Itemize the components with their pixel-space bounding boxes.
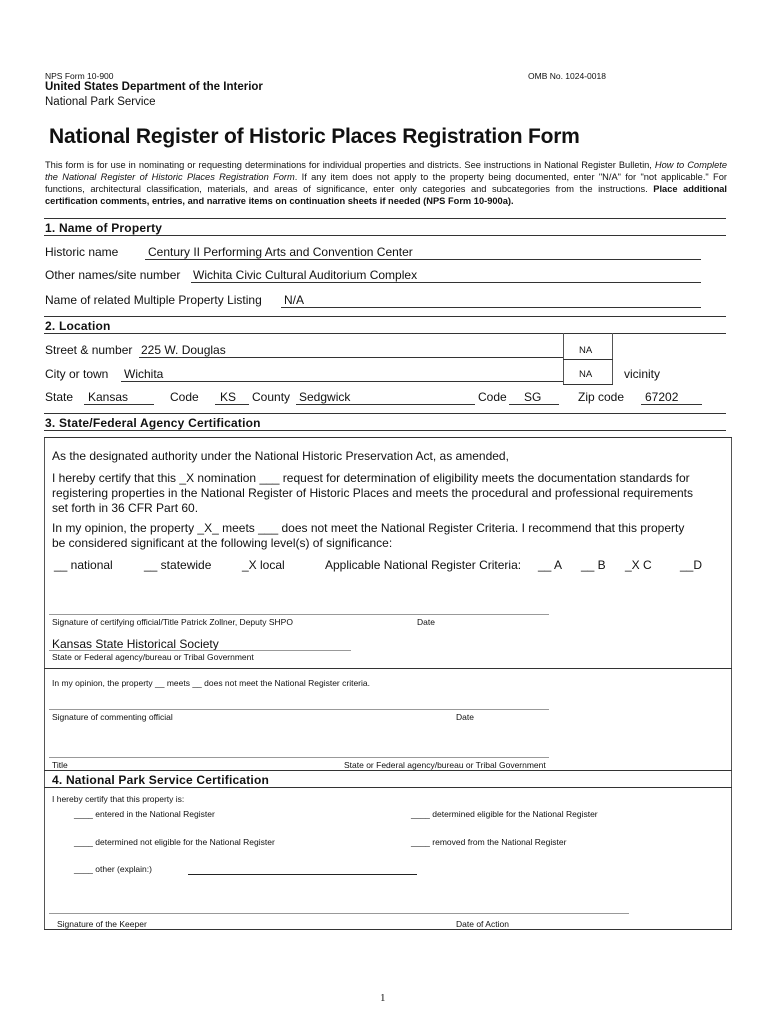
sig-certifying-label: Signature of certifying official/Title Patrick Zollner, Deputy SHPO — [52, 617, 293, 627]
opinion-line-2: be considered significant at the following level(s) of significance: — [52, 536, 393, 550]
street-na: NA — [579, 345, 593, 356]
county-label: County — [252, 390, 291, 404]
level-local[interactable]: _X local — [242, 558, 285, 572]
commenting-opinion: In my opinion, the property __ meets __ does not meet the National Register criteria. — [52, 678, 370, 688]
section2-heading-rule — [44, 333, 726, 334]
form-number: NPS Form 10-900 — [45, 71, 114, 81]
street-field[interactable]: 225 W. Douglas — [139, 343, 563, 358]
level-statewide[interactable]: __ statewide — [144, 558, 212, 572]
state-code-label: Code — [170, 390, 199, 404]
criteria-b[interactable]: __ B — [581, 558, 606, 572]
criteria-d[interactable]: __D — [680, 558, 703, 572]
county-field[interactable]: Sedgwick — [296, 390, 475, 405]
opinion-line-1: In my opinion, the property _X_ meets ___ does not meet the National Register Criteria. I recommend that this property — [52, 521, 685, 535]
mpl-field[interactable]: N/A — [281, 293, 701, 308]
sig-date-label: Date — [417, 617, 435, 627]
commenting-sig-line — [49, 709, 549, 710]
authority-statement: As the designated authority under the National Historic Preservation Act, as amended, — [52, 449, 509, 463]
keeper-sig-label: Signature of the Keeper — [57, 919, 147, 929]
service: National Park Service — [45, 96, 156, 108]
section4-heading: 4. National Park Service Certification — [52, 773, 270, 787]
page-title: National Register of Historic Places Registration Form — [49, 125, 580, 148]
criteria-a[interactable]: __ A — [538, 558, 563, 572]
street-label: Street & number — [45, 343, 133, 357]
other-explain-line[interactable] — [188, 874, 417, 875]
agency-value[interactable]: Kansas State Historical Society — [52, 637, 219, 651]
agency-label: State or Federal agency/bureau or Tribal Government — [52, 652, 254, 662]
historic-name-field[interactable]: Century II Performing Arts and Convention Center — [145, 245, 701, 260]
section2-heading: 2. Location — [45, 319, 111, 333]
omb-number: OMB No. 1024-0018 — [528, 71, 606, 81]
zip-label: Zip code — [578, 390, 625, 404]
certify-line-1: I hereby certify that this _X nomination ___ request for determination of eligibility meets the documentation standards for — [52, 471, 690, 485]
nps-other[interactable]: ____ other (explain:) — [74, 864, 152, 874]
cert-box-top — [44, 437, 732, 438]
vicinity-label: vicinity — [624, 367, 661, 381]
section3-heading: 3. State/Federal Agency Certification — [45, 416, 261, 430]
other-names-label: Other names/site number — [45, 268, 181, 282]
section4-top-rule — [44, 770, 732, 771]
city-na: NA — [579, 369, 593, 380]
mpl-label: Name of related Multiple Property Listing — [45, 293, 262, 307]
other-names-field[interactable]: Wichita Civic Cultural Auditorium Complex — [191, 268, 701, 283]
page-number: 1 — [380, 992, 386, 1004]
section3-top-rule — [44, 413, 726, 414]
state-label: State — [45, 390, 74, 404]
commenting-sig-label: Signature of commenting official — [52, 712, 173, 722]
level-national[interactable]: __ national — [54, 558, 113, 572]
na-box-divider — [563, 359, 613, 360]
county-code-label: Code — [478, 390, 507, 404]
zip-field[interactable]: 67202 — [641, 390, 702, 405]
title-label: Title — [52, 760, 68, 770]
nps-intro: I hereby certify that this property is: — [52, 794, 185, 804]
agency-line — [49, 650, 351, 651]
commenting-date-label: Date — [456, 712, 474, 722]
cert-box-left — [44, 437, 45, 929]
keeper-sig-line — [49, 913, 629, 914]
na-box-bottom — [563, 384, 613, 385]
nps-entered[interactable]: ____ entered in the National Register — [74, 809, 215, 819]
date-of-action-label: Date of Action — [456, 919, 509, 929]
criteria-label: Applicable National Register Criteria: — [325, 558, 522, 572]
section1-heading: 1. Name of Property — [45, 221, 163, 235]
intro-paragraph: This form is for use in nominating or requesting determinations for individual properties and districts. See instructions in National Register Bulletin, How to Complete the National Register of Historic Places Registration Form. If any item does not apply to the property being documented, enter "N/A" for "not applicable." For functions, architectural classification, materials, and areas of significance, enter only categories and subcategories from the instructions. Place additional certification comments, entries, and narrative items on continuation sheets if needed (NPS Form 10-900a). — [45, 160, 728, 206]
commenting-divider — [44, 668, 732, 669]
signature-line-1 — [49, 614, 549, 615]
department: United States Department of the Interior — [45, 81, 263, 93]
title-agency-label: State or Federal agency/bureau or Tribal Government — [344, 760, 546, 770]
section1-heading-rule — [44, 235, 726, 236]
title-line — [49, 757, 549, 758]
city-label: City or town — [45, 367, 109, 381]
county-code-field[interactable]: SG — [509, 390, 559, 405]
cert-box-right — [731, 437, 732, 929]
certify-line-3: set forth in 36 CFR Part 60. — [52, 501, 199, 515]
section2-top-rule — [44, 316, 726, 317]
nps-determined-eligible[interactable]: ____ determined eligible for the National Register — [411, 809, 598, 819]
state-code-field[interactable]: KS — [215, 390, 249, 405]
state-field[interactable]: Kansas — [84, 390, 154, 405]
section3-heading-rule — [44, 430, 726, 431]
historic-name-label: Historic name — [45, 245, 119, 259]
criteria-c[interactable]: _X C — [625, 558, 652, 572]
section1-top-rule — [44, 218, 726, 219]
city-field[interactable]: Wichita — [121, 367, 563, 382]
cert-box-bottom — [44, 929, 732, 930]
nps-removed[interactable]: ____ removed from the National Register — [411, 837, 567, 847]
certify-line-2: registering properties in the National Register of Historic Places and meets the procedural and professional requirements — [52, 486, 693, 500]
section4-heading-rule — [44, 787, 732, 788]
nps-determined-not-eligible[interactable]: ____ determined not eligible for the National Register — [74, 837, 275, 847]
